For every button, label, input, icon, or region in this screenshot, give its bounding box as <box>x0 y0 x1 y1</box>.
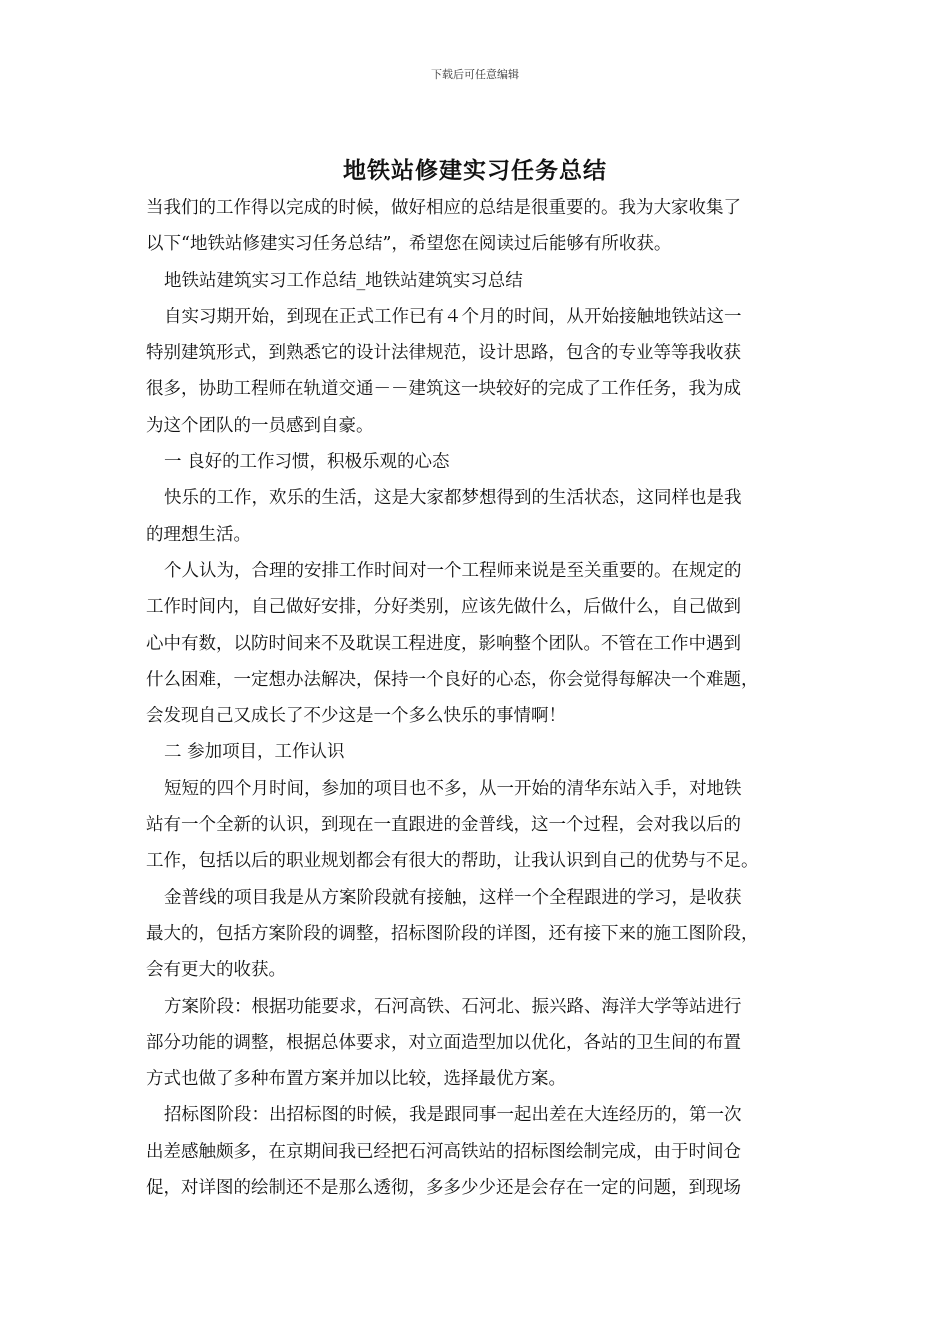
body-line: 最大的，包括方案阶段的调整，招标图阶段的详图，还有接下来的施工图阶段， <box>146 923 759 944</box>
body-line: 以下“地铁站修建实习任务总结”，希望您在阅读过后能够有所收获。 <box>146 234 672 255</box>
body-line: 一 良好的工作习惯，积极乐观的心态 <box>164 452 450 473</box>
body-line: 的理想生活。 <box>146 524 251 545</box>
body-line: 当我们的工作得以完成的时候，做好相应的总结是很重要的。我为大家收集了 <box>146 198 741 218</box>
document-body <box>146 190 806 1206</box>
header-note: 下载后可任意编辑 <box>431 68 519 81</box>
document-title: 地铁站修建实习任务总结 <box>343 157 607 184</box>
body-line: 什么困难，一定想办法解决，保持一个良好的心态，你会觉得每解决一个难题， <box>146 669 759 690</box>
body-line: 招标图阶段：出招标图的时候，我是跟同事一起出差在大连经历的，第一次 <box>164 1105 742 1126</box>
body-line: 工作时间内，自己做好安排，分好类别，应该先做什么，后做什么，自己做到 <box>146 597 741 618</box>
body-line: 特别建筑形式，到熟悉它的设计法律规范，设计思路，包含的专业等等我收获 <box>146 343 741 364</box>
body-line: 短短的四个月时间，参加的项目也不多，从一开始的清华东站入手，对地铁 <box>164 778 742 799</box>
body-line: 会有更大的收获。 <box>146 960 286 981</box>
body-line: 出差感触颇多，在京期间我已经把石河高铁站的招标图绘制完成，由于时间仓 <box>146 1141 741 1162</box>
body-line: 很多，协助工程师在轨道交通－－建筑这一块较好的完成了工作任务，我为成 <box>146 379 741 400</box>
body-line: 方式也做了多种布置方案并加以比较，选择最优方案。 <box>146 1069 566 1090</box>
body-line: 方案阶段：根据功能要求，石河高铁、石河北、振兴路、海洋大学等站进行 <box>164 996 742 1017</box>
body-line: 地铁站建筑实习工作总结_地铁站建筑实习总结 <box>164 270 523 291</box>
body-line: 快乐的工作，欢乐的生活，这是大家都梦想得到的生活状态，这同样也是我 <box>164 488 742 509</box>
body-line: 金普线的项目我是从方案阶段就有接触，这样一个全程跟进的学习，是收获 <box>164 887 742 908</box>
body-line: 为这个团队的一员感到自豪。 <box>146 415 374 436</box>
body-line: 会发现自己又成长了不少这是一个多么快乐的事情啊！ <box>146 706 566 727</box>
body-line: 站有一个全新的认识，到现在一直跟进的金普线，这一个过程，会对我以后的 <box>146 815 741 836</box>
body-line: 部分功能的调整，根据总体要求，对立面造型加以优化，各站的卫生间的布置 <box>146 1032 741 1053</box>
body-line: 促，对详图的绘制还不是那么透彻，多多少少还是会存在一定的问题，到现场 <box>146 1178 741 1199</box>
body-line: 工作，包括以后的职业规划都会有很大的帮助，让我认识到自己的优势与不足。 <box>146 851 759 872</box>
body-line: 自实习期开始，到现在正式工作已有４个月的时间，从开始接触地铁站这一 <box>164 306 742 327</box>
body-line: 二 参加项目，工作认识 <box>164 742 345 763</box>
body-line: 心中有数，以防时间来不及耽误工程进度，影响整个团队。不管在工作中遇到 <box>146 633 741 654</box>
body-line: 个人认为，合理的安排工作时间对一个工程师来说是至关重要的。在规定的 <box>164 560 742 581</box>
